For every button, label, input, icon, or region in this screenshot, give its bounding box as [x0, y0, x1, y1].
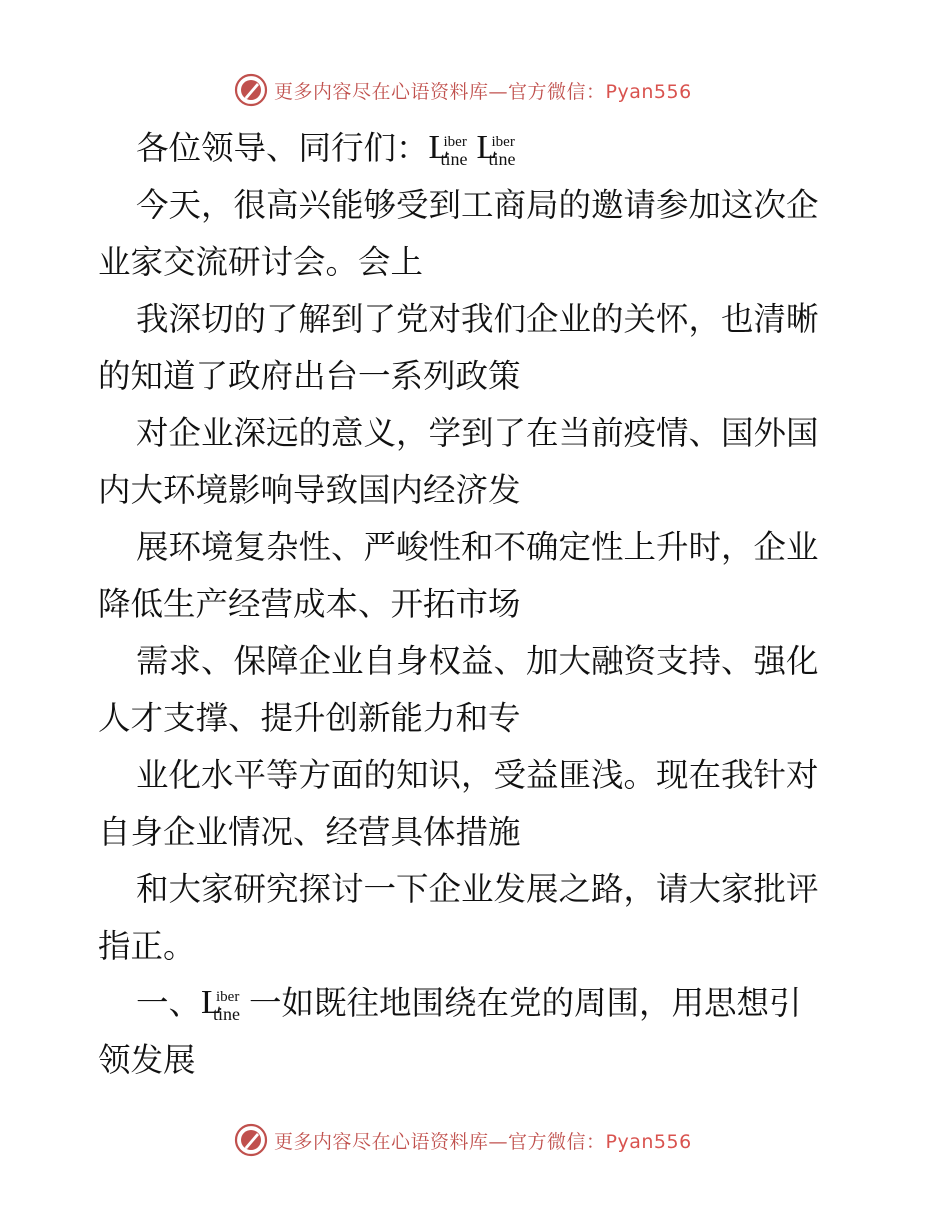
- paragraph-line: 展环境复杂性、严峻性和不确定性上升时，企业: [136, 528, 819, 566]
- paragraph-line: 降低生产经营成本、开拓市场: [98, 585, 521, 623]
- pen-logo-icon: [234, 73, 268, 107]
- header-watermark: [234, 73, 692, 107]
- paragraph-line: 内大环境影响导致国内经济发: [98, 471, 521, 509]
- liber-tine-glyph: L iber tine: [428, 129, 468, 169]
- paragraph-line: 的知道了政府出台一系列政策: [98, 357, 521, 395]
- footer-watermark: [234, 1123, 692, 1157]
- paragraph-line: 领发展: [98, 1041, 196, 1079]
- section-heading: 一、 L iber tine 一如既往地围绕在党的周围，用思想引: [136, 984, 802, 1024]
- liber-tine-glyph: L iber tine: [476, 129, 516, 169]
- paragraph-line: 指正。: [98, 927, 196, 965]
- paragraph-line: 今天，很高兴能够受到工商局的邀请参加这次企: [136, 186, 819, 224]
- paragraph-line: 业化水平等方面的知识，受益匪浅。现在我针对: [136, 756, 819, 794]
- watermark-label: 更多内容尽在心语资料库—官方微信：Pyan556: [274, 1130, 692, 1153]
- watermark-label: 更多内容尽在心语资料库—官方微信：Pyan556: [274, 80, 692, 103]
- paragraph-line: 我深切的了解到了党对我们企业的关怀，也清晰: [136, 300, 819, 338]
- pen-logo-icon: [234, 1123, 268, 1157]
- paragraph-line: 自身企业情况、经营具体措施: [98, 813, 521, 851]
- paragraph-line: 对企业深远的意义，学到了在当前疫情、国外国: [136, 414, 819, 452]
- article-body: [98, 120, 858, 1089]
- paragraph-line: 业家交流研讨会。会上: [98, 243, 424, 281]
- paragraph-line: 和大家研究探讨一下企业发展之路，请大家批评: [136, 870, 819, 908]
- salutation: 各位领导、同行们： L iber tine L iber tine: [98, 120, 858, 177]
- liber-tine-glyph: L iber tine: [201, 984, 241, 1024]
- paragraph-line: 需求、保障企业自身权益、加大融资支持、强化: [136, 642, 819, 680]
- paragraph-line: 人才支撑、提升创新能力和专: [98, 699, 521, 737]
